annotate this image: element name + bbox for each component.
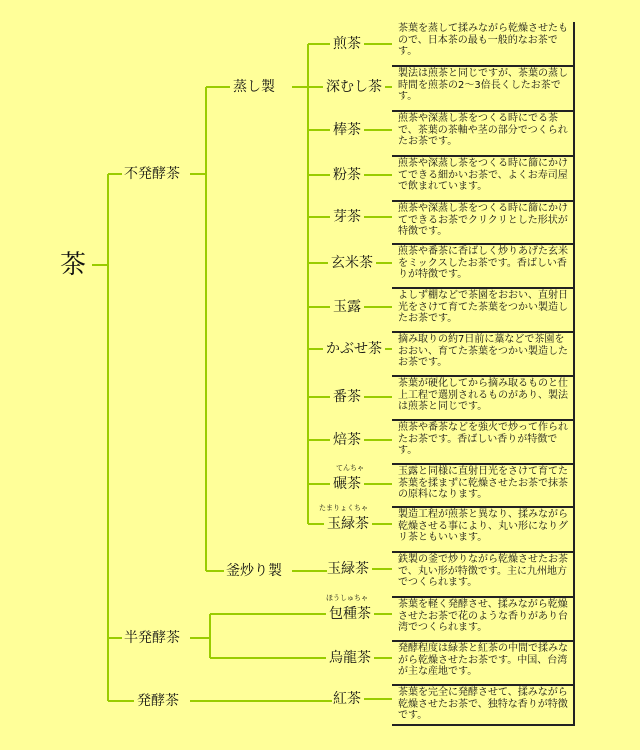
tea-name: 番茶 bbox=[333, 389, 361, 405]
tea-description: 鉄製の釜で炒りながら乾燥させたお茶で、丸い形が特徴です。主に九州地方でつくられます。 bbox=[392, 553, 575, 598]
root-label-tea: 茶 bbox=[60, 250, 87, 280]
method-pan-fired: 釜炒り製 bbox=[226, 563, 282, 579]
tea-name: 煎茶 bbox=[333, 36, 361, 52]
tea-description: 摘み取りの約7日前に藁などで茶園をおおい、育てた茶葉をつかい製造したお茶です。 bbox=[392, 333, 575, 377]
tea-name: 焙茶 bbox=[333, 432, 361, 448]
tea-description: 煎茶や番茶などを強火で炒って作られたお茶です。香ばしい香りが特徴です。 bbox=[392, 421, 575, 465]
tea-description: 煎茶や深蒸し茶をつくる時に篩にかけてできるお茶でクリクリとした形状が特徴です。 bbox=[392, 202, 575, 245]
tea-name: 玉緑茶 bbox=[327, 516, 369, 532]
tea-name-ruby: たまりょくちゃ bbox=[319, 504, 368, 512]
tea-name: 棒茶 bbox=[333, 122, 361, 138]
tea-name: 包種茶 bbox=[329, 606, 371, 622]
tea-name: 碾茶 bbox=[333, 476, 361, 492]
tea-name: 深むし茶 bbox=[326, 79, 382, 95]
tea-description: 発酵程度は緑茶と紅茶の中間で揉みながら乾燥させたお茶です。中国、台湾が主な産地です。 bbox=[392, 642, 575, 686]
tea-description: 製造工程が煎茶と異なり、揉みながら乾燥させる事により、丸い形になりグリ茶ともいいます。 bbox=[392, 508, 575, 553]
tea-name: 玉緑茶 bbox=[327, 561, 369, 577]
tea-description: 煎茶や深蒸し茶をつくる時に篩にかけてできる細かいお茶で、よくお寿司屋で飲まれています。 bbox=[392, 157, 575, 202]
category-non-fermented: 不発酵茶 bbox=[124, 166, 180, 182]
tea-description: 茶葉を完全に発酵させて、揉みながら乾燥させたお茶で、独特な香りが特徴です。 bbox=[392, 686, 575, 726]
tea-description: 茶葉を軽く発酵させ、揉みながら乾燥させたお茶で花のような香りがあり台湾でつくられます。 bbox=[392, 598, 575, 642]
tea-description: よしず棚などで茶園をおおい、直射日光をさけて育てた茶葉をつかい製造したお茶です。 bbox=[392, 289, 575, 333]
tea-name: 紅茶 bbox=[333, 691, 361, 707]
method-steamed: 蒸し製 bbox=[233, 79, 275, 95]
category-semi-fermented: 半発酵茶 bbox=[124, 630, 180, 646]
tea-name: 玉露 bbox=[333, 299, 361, 315]
tea-description: 製法は煎茶と同じですが、茶葉の蒸し時間を煎茶の2～3倍長くしたお茶です。 bbox=[392, 67, 575, 112]
tea-description: 茶葉が硬化してから摘み取るものと仕上工程で選別されるものがあり、製法は煎茶と同じです。 bbox=[392, 377, 575, 421]
tea-name: かぶせ茶 bbox=[326, 341, 382, 357]
tea-name: 芽茶 bbox=[333, 209, 361, 225]
tea-name-ruby: てんちゃ bbox=[336, 464, 364, 472]
tea-description: 茶葉を蒸して揉みながら乾燥させたもので、日本茶の最も一般的なお茶です。 bbox=[392, 22, 575, 67]
tea-name: 烏龍茶 bbox=[329, 650, 371, 666]
tea-name-ruby: ほうしゅちゃ bbox=[326, 594, 368, 602]
tea-description: 煎茶や番茶に香ばしく炒りあげた玄米をミックスしたお茶です。香ばしい香りが特徴です。 bbox=[392, 245, 575, 289]
category-fermented: 発酵茶 bbox=[137, 693, 179, 709]
tea-description: 玉露と同様に直射日光をさけて育てた茶葉を揉まずに乾燥させたお茶で抹茶の原料になります。 bbox=[392, 465, 575, 508]
tea-name: 玄米茶 bbox=[331, 255, 373, 271]
tea-description: 煎茶や深蒸し茶をつくる時にでる茶で、茶葉の茶軸や茎の部分でつくられたお茶です。 bbox=[392, 112, 575, 157]
tea-name: 粉茶 bbox=[333, 167, 361, 183]
